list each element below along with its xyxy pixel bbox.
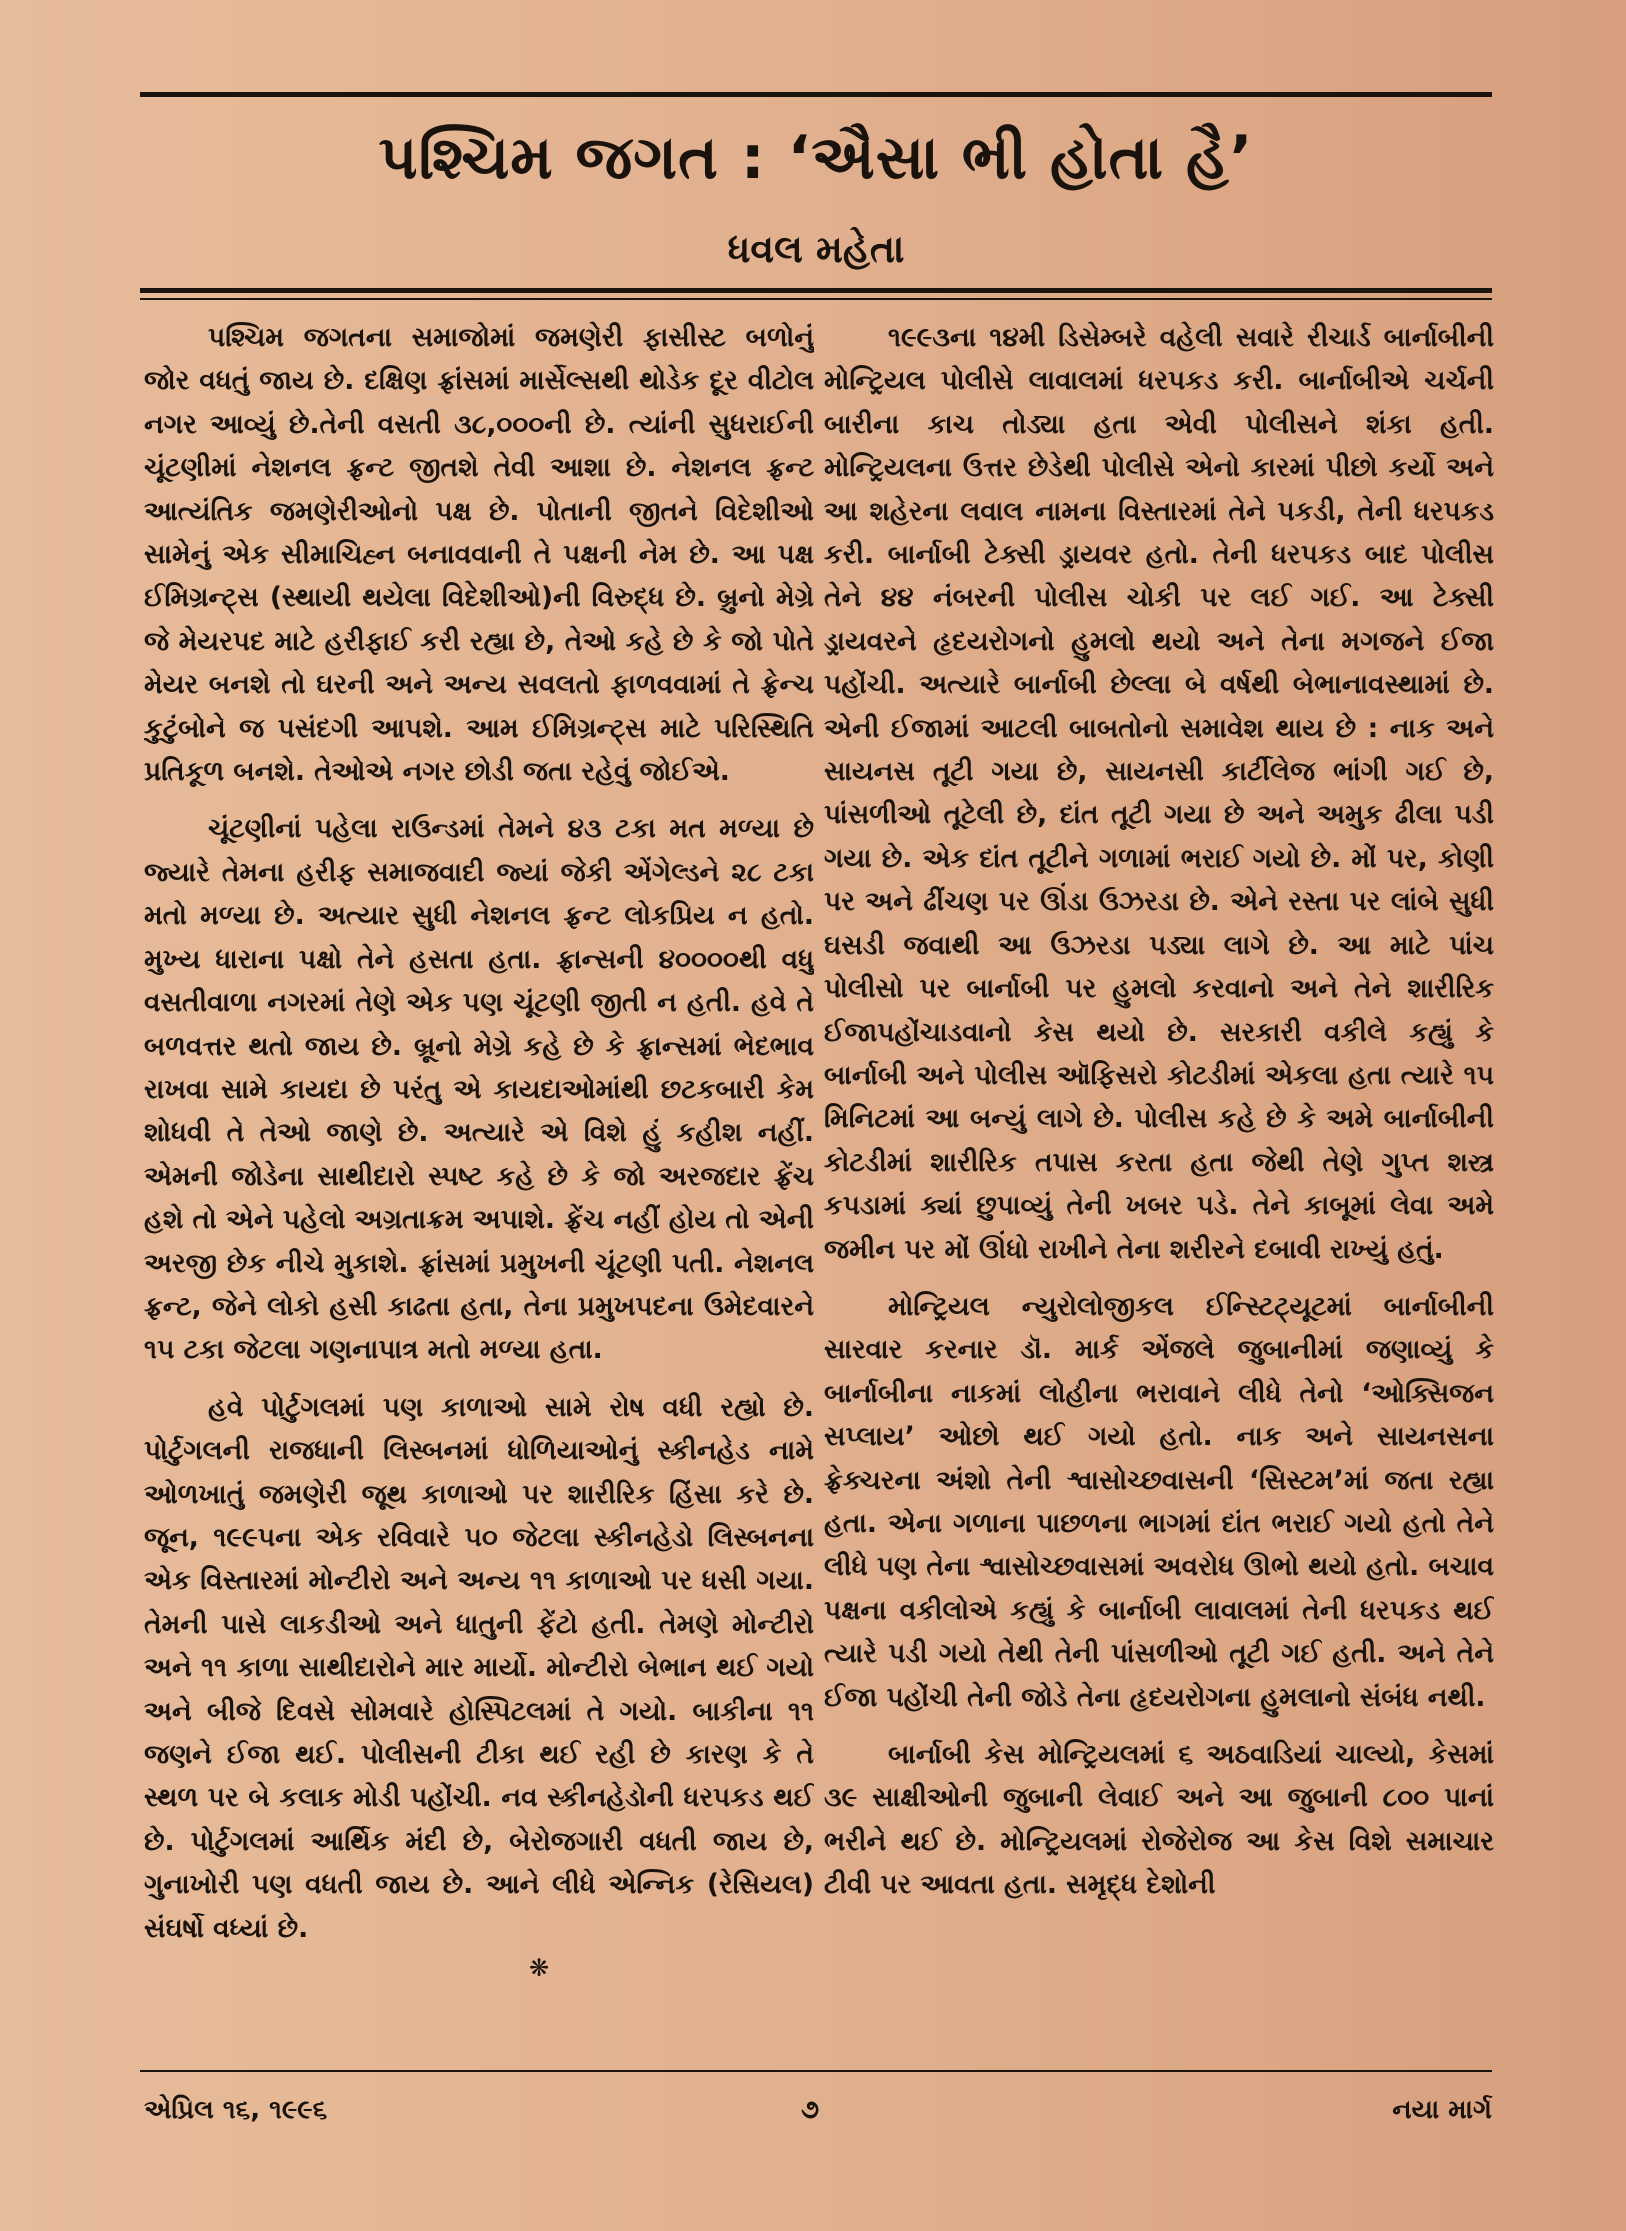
left-column <box>144 316 814 2066</box>
footer-page-number: ૭ <box>800 2095 820 2125</box>
article-end-mark: ❋ <box>528 1954 550 1983</box>
footer-publication: નયા માર્ગ <box>1392 2095 1492 2125</box>
right-column <box>824 316 1494 2066</box>
article-title: પશ્ચિમ જગત : ‘ઐસા ભી હોતા હૈ’ <box>378 123 1254 193</box>
right-paragraph-1: ૧૯૯૩ના ૧૪મી ડિસેમ્બરે વહેલી સવારે રીચાર્ડ બાર્નાબીની મોન્ટ્રિયલ પોલીસે લાવાલમાં ધરપકડ કરી. બાર્નાબીએ ચર્ચની બારીના કાચ તોડ્યા હતા એવી પોલીસને શંકા હતી. મોન્ટ્રિયલના ઉત્તર છેડેથી પોલીસે એનો કારમાં પીછો કર્યો અને આ શહેરના લવાલ નામના વિસ્તારમાં તેને પકડી, તેની ધરપકડ કરી. બાર્નાબી ટેક્સી ડ્રાયવર હતો. તેની ધરપકડ બાદ પોલીસ તેને ૪૪ નંબરની પોલીસ ચોકી પર લઈ ગઈ. આ ટેક્સી ડ્રાયવરને હૃદયરોગનો હુમલો થયો અને તેના મગજને ઈજા પહોંચી. અત્યારે બાર્નાબી છેલ્લા બે વર્ષથી બેભાનાવસ્થામાં છે. એની ઈજામાં આટલી બાબતોનો સમાવેશ થાય છે : નાક અને સાયનસ તૂટી ગયા છે, સાયનસી કાર્ટીલેજ ભાંગી ગઈ છે, પાંસળીઓ તૂટેલી છે, દાંત તૂટી ગયા છે અને અમુક ઢીલા પડી ગયા છે. એક દાંત તૂટીને ગળામાં ભરાઈ ગયો છે. મોં પર, કોણી પર અને ઢીંચણ પર ઊંડા ઉઝરડા છે. એને રસ્તા પર લાંબે સુધી ઘસડી જવાથી આ ઉઝરડા પડ્યા લાગે છે. આ માટે પાંચ પોલીસો પર બાર્નાબી પર હુમલો કરવાનો અને તેને શારીરિક ઈજાપહોંચાડવાનો કેસ થયો છે. સરકારી વકીલે કહ્યું કે બાર્નાબી અને પોલીસ ઑફિસરો કોટડીમાં એકલા હતા ત્યારે ૧૫ મિનિટમાં આ બન્યું લાગે છે. પોલીસ કહે છે કે અમે બાર્નાબીની કોટડીમાં શારીરિક તપાસ કરતા હતા જેથી તેણે ગુપ્ત શસ્ત્ર કપડામાં ક્યાં છુપાવ્યું તેની ખબર પડે. તેને કાબૂમાં લેવા અમે જમીન પર મોં ઊંધો રાખીને તેના શરીરને દબાવી રાખ્યું હતું. <box>824 322 1494 1265</box>
right-paragraph-3: બાર્નાબી કેસ મોન્ટ્રિયલમાં ૬ અઠવાડિયાં ચાલ્યો, કેસમાં ૩૯ સાક્ષીઓની જુબાની લેવાઈ અને આ જુબાની ૮૦૦ પાનાં ભરીને થઈ છે. મોન્ટ્રિયલમાં રોજેરોજ આ કેસ વિશે સમાચાર ટીવી પર આવતા હતા. સમૃદ્ધ દેશોની <box>824 1739 1494 1901</box>
header-rule-thin <box>140 298 1492 300</box>
left-paragraph-3: હવે પોર્ટુગલમાં પણ કાળાઓ સામે રોષ વધી રહ્યો છે. પોર્ટુગલની રાજધાની લિસ્બનમાં ધોળિયાઓનું સ્કીનહેડ નામે ઓળખાતું જમણેરી જૂથ કાળાઓ પર શારીરિક હિંસા કરે છે. જૂન, ૧૯૯૫ના એક રવિવારે ૫૦ જેટલા સ્કીનહેડો લિસ્બનના એક વિસ્તારમાં મોન્ટીરો અને અન્ય ૧૧ કાળાઓ પર ધસી ગયા. તેમની પાસે લાકડીઓ અને ધાતુની ફેંટો હતી. તેમણે મોન્ટીરો અને ૧૧ કાળા સાથીદારોને માર માર્યો. મોન્ટીરો બેભાન થઈ ગયો અને બીજે દિવસે સોમવારે હોસ્પિટલમાં તે ગયો. બાકીના ૧૧ જણને ઈજા થઈ. પોલીસની ટીકા થઈ રહી છે કારણ કે તે સ્થળ પર બે કલાક મોડી પહોંચી. નવ સ્કીનહેડોની ધરપકડ થઈ છે. પોર્ટુગલમાં આર્થિક મંદી છે, બેરોજગારી વધતી જાય છે, ગુનાખોરી પણ વધતી જાય છે. આને લીધે એન્નિક (રેસિયલ) સંઘર્ષો વધ્યાં છે. <box>144 1391 814 1944</box>
header-rule-thick <box>140 288 1492 293</box>
footer-date: એપ્રિલ ૧૬, ૧૯૯૬ <box>144 2095 328 2125</box>
footer-rule <box>140 2070 1492 2072</box>
top-rule <box>140 92 1492 97</box>
right-paragraph-2: મોન્ટ્રિયલ ન્યુરોલોજીકલ ઈન્સ્ટિટ્યૂટમાં બાર્નાબીની સારવાર કરનાર ડૉ. માર્ક એંજલે જુબાનીમાં જણાવ્યું કે બાર્નાબીના નાકમાં લોહીના ભરાવાને લીધે તેનો ‘ઓક્સિજન સપ્લાય’ ઓછો થઈ ગયો હતો. નાક અને સાયનસના ફ્રેક્ચરના અંશો તેની શ્વાસોચ્છવાસની ‘સિસ્ટમ’માં જતા રહ્યા હતા. એના ગળાના પાછળના ભાગમાં દાંત ભરાઈ ગયો હતો તેને લીધે પણ તેના શ્વાસોચ્છવાસમાં અવરોધ ઊભો થયો હતો. બચાવ પક્ષના વકીલોએ કહ્યું કે બાર્નાબી લાવાલમાં તેની ધરપકડ થઈ ત્યારે પડી ગયો તેથી તેની પાંસળીઓ તૂટી ગઈ હતી. અને તેને ઈજા પહોંચી તેની જોડે તેના હૃદયરોગના હુમલાનો સંબંધ નથી. <box>824 1290 1494 1713</box>
left-paragraph-2: ચૂંટણીનાં પહેલા રાઉન્ડમાં તેમને ૪૩ ટકા મત મળ્યા છે જ્યારે તેમના હરીફ સમાજવાદી જ્યાં જેકી એંગેલ્ડને ૨૮ ટકા મતો મળ્યા છે. અત્યાર સુધી નેશનલ ફ્રન્ટ લોકપ્રિય ન હતો. મુખ્ય ધારાના પક્ષો તેને હસતા હતા. ફ્રાન્સની ૪૦૦૦૦થી વધુ વસતીવાળા નગરમાં તેણે એક પણ ચૂંટણી જીતી ન હતી. હવે તે બળવત્તર થતો જાય છે. બ્રૂનો મેગ્રે કહે છે કે ફ્રાન્સમાં ભેદભાવ રાખવા સામે કાયદા છે પરંતુ એ કાયદાઓમાંથી છટકબારી કેમ શોધવી તે તેઓ જાણે છે. અત્યારે એ વિશે હું કહીશ નહીં. એમની જોડેના સાથીદારો સ્પષ્ટ કહે છે કે જો અરજદાર ફ્રેંચ હશે તો એને પહેલો અગ્રતાક્રમ અપાશે. ફ્રેંચ નહીં હોય તો એની અરજી છેક નીચે મુકાશે. ફ્રાંસમાં પ્રમુખની ચૂંટણી પતી. નેશનલ ફ્રન્ટ, જેને લોકો હસી કાઢતા હતા, તેના પ્રમુખપદના ઉમેદવારને ૧૫ ટકા જેટલા ગણનાપાત્ર મતો મળ્યા હતા. <box>144 813 814 1366</box>
left-paragraph-1: પશ્ચિમ જગતના સમાજોમાં જમણેરી ફાસીસ્ટ બળોનું જોર વધતું જાય છે. દક્ષિણ ફ્રાંસમાં માર્સેલ્સથી થોડેક દૂર વીટોલ નગર આવ્યું છે.તેની વસતી ૩૮,૦૦૦ની છે. ત્યાંની સુધરાઈની ચૂંટણીમાં નેશનલ ફ્રન્ટ જીતશે તેવી આશા છે. નેશનલ ફ્રન્ટ આત્યંતિક જમણેરીઓનો પક્ષ છે. પોતાની જીતને વિદેશીઓ સામેનું એક સીમાચિહ્ન બનાવવાની તે પક્ષની નેમ છે. આ પક્ષ ઈમિગ્રન્ટ્સ (સ્થાયી થયેલા વિદેશીઓ)ની વિરુદ્ધ છે. બ્રુનો મેગ્રે જે મેયરપદ માટે હરીફાઈ કરી રહ્યા છે, તેઓ કહે છે કે જો પોતે મેયર બનશે તો ઘરની અને અન્ય સવલતો ફાળવવામાં તે ફ્રેન્ચ કુટુંબોને જ પસંદગી આપશે. આમ ઈમિગ્રન્ટ્સ માટે પરિસ્થિતિ પ્રતિકૂળ બનશે. તેઓએ નગર છોડી જતા રહેવું જોઈએ. <box>144 322 814 788</box>
article-author: ધવલ મહેતા <box>727 227 905 271</box>
